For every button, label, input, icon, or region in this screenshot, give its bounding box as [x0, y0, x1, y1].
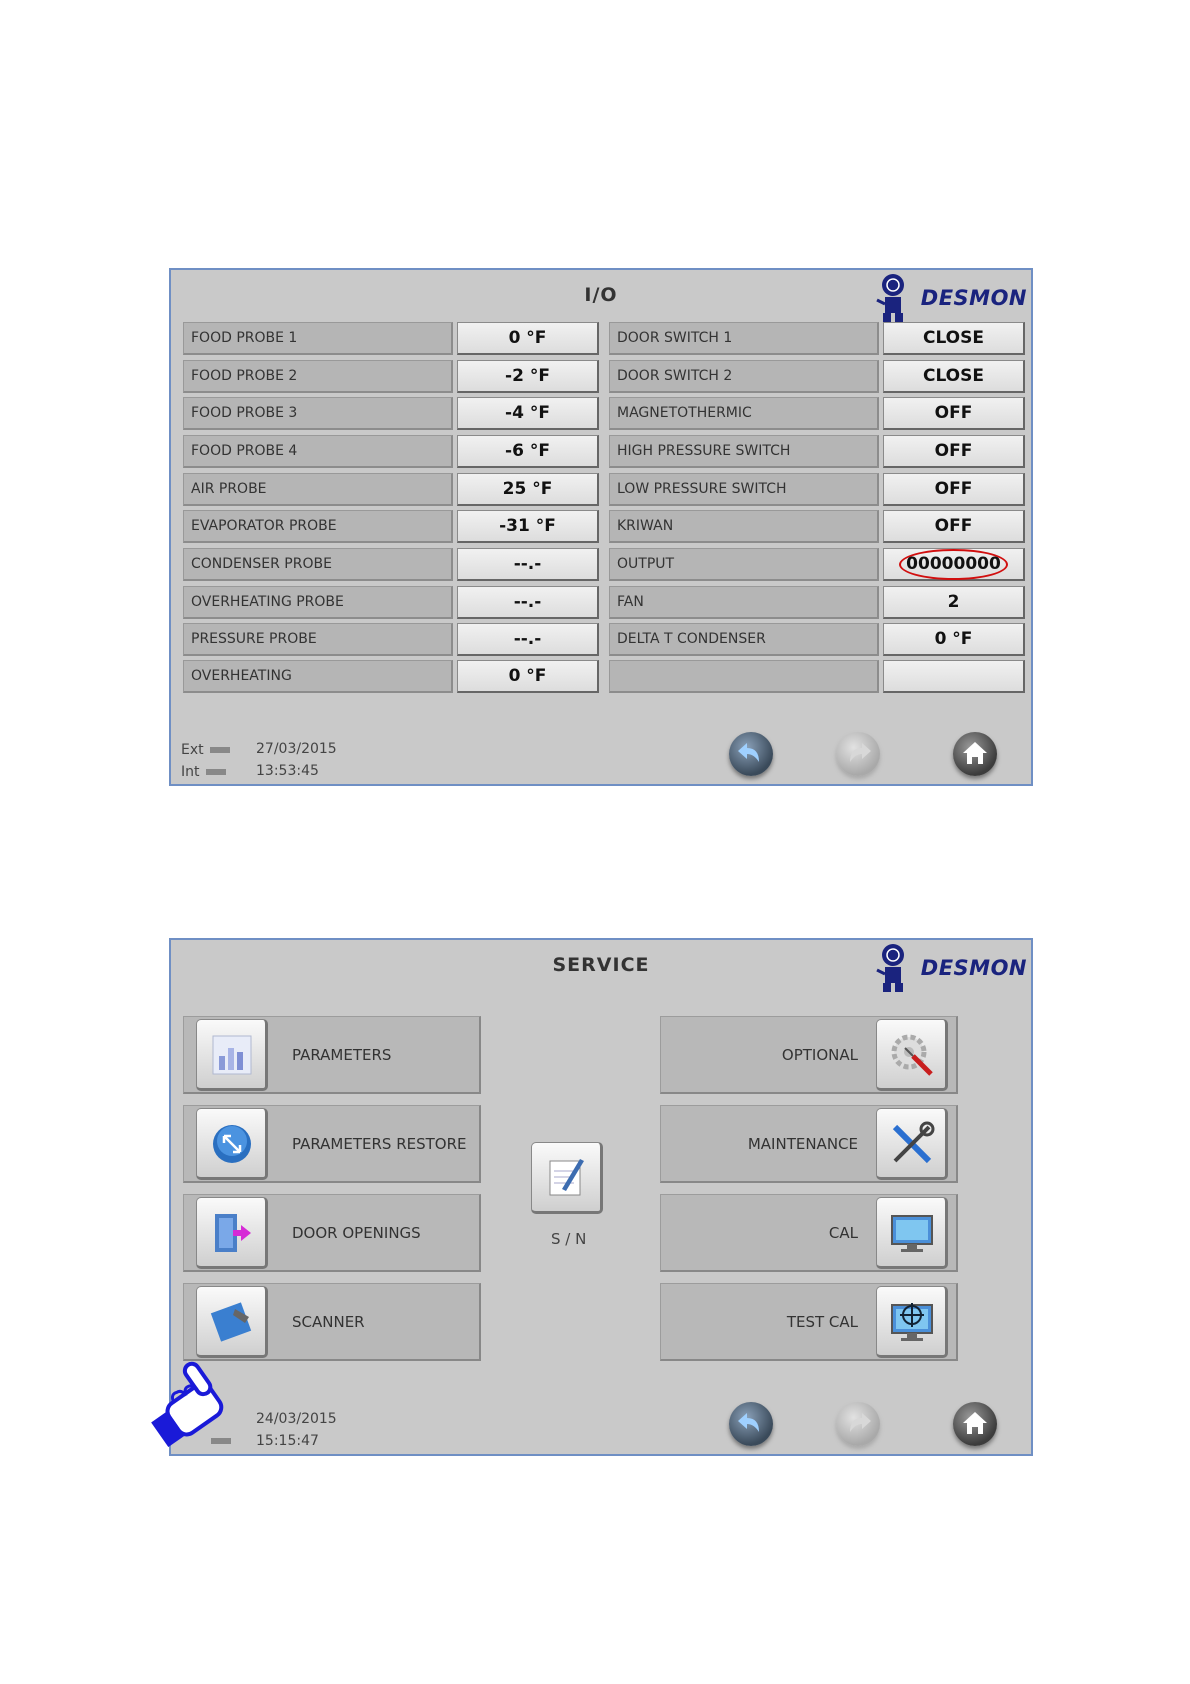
forward-button[interactable]	[836, 1402, 880, 1446]
left-label-7: CONDENSER PROBE	[183, 548, 453, 581]
left-label-6: EVAPORATOR PROBE	[183, 510, 453, 543]
right-value-5: OFF	[883, 473, 1025, 506]
io-title: I/O	[584, 284, 618, 306]
scanner-label: SCANNER	[292, 1313, 365, 1331]
sn-button[interactable]	[531, 1142, 603, 1214]
right-value-6: OFF	[883, 510, 1025, 543]
forward-arrow-icon	[836, 1402, 880, 1446]
chart-icon	[207, 1030, 257, 1080]
io-time: 13:53:45	[256, 763, 319, 779]
right-label-3: MAGNETOTHERMIC	[609, 397, 879, 430]
home-button[interactable]	[953, 1402, 997, 1446]
right-value-10	[883, 660, 1025, 693]
left-label-1: FOOD PROBE 1	[183, 322, 453, 355]
gear-screwdriver-icon	[887, 1030, 937, 1080]
right-value-8: 2	[883, 586, 1025, 619]
sn-label: S / N	[551, 1230, 587, 1248]
io-panel	[169, 268, 1033, 786]
notepad-icon	[542, 1153, 592, 1203]
ext-bar	[210, 747, 230, 753]
right-value-4: OFF	[883, 435, 1025, 468]
parameters-button[interactable]	[183, 1016, 481, 1094]
desmon-logo	[871, 942, 1027, 994]
left-label-10: OVERHEATING	[183, 660, 453, 693]
right-label-9: DELTA T CONDENSER	[609, 623, 879, 656]
logo-text: DESMON	[920, 286, 1027, 310]
left-value-10: 0 °F	[457, 660, 599, 693]
cal-label: CAL	[828, 1224, 858, 1242]
int-label: Int	[181, 764, 200, 780]
right-label-8: FAN	[609, 586, 879, 619]
maintenance-label: MAINTENANCE	[747, 1135, 858, 1153]
parameters-label: PARAMETERS	[292, 1046, 392, 1064]
optional-button[interactable]	[660, 1016, 958, 1094]
parameters-restore-label: PARAMETERS RESTORE	[292, 1135, 467, 1153]
ext-indicator	[181, 742, 230, 758]
left-value-1: 0 °F	[457, 322, 599, 355]
right-label-6: KRIWAN	[609, 510, 879, 543]
wrench-screwdriver-icon	[887, 1119, 937, 1169]
logo-text: DESMON	[920, 956, 1027, 980]
left-label-4: FOOD PROBE 4	[183, 435, 453, 468]
left-label-3: FOOD PROBE 3	[183, 397, 453, 430]
right-value-3: OFF	[883, 397, 1025, 430]
back-button[interactable]	[729, 732, 773, 776]
left-value-8: --.-	[457, 586, 599, 619]
door-openings-button[interactable]	[183, 1194, 481, 1272]
left-label-9: PRESSURE PROBE	[183, 623, 453, 656]
right-label-10	[609, 660, 879, 693]
test-cal-button[interactable]	[660, 1283, 958, 1361]
service-date: 24/03/2015	[256, 1411, 337, 1427]
door-icon	[207, 1208, 257, 1258]
back-arrow-icon	[729, 732, 773, 776]
mascot-icon	[871, 272, 915, 324]
right-label-5: LOW PRESSURE SWITCH	[609, 473, 879, 506]
desmon-logo	[871, 272, 1027, 324]
left-value-9: --.-	[457, 623, 599, 656]
back-arrow-icon	[729, 1402, 773, 1446]
left-value-6: -31 °F	[457, 510, 599, 543]
left-value-7: --.-	[457, 548, 599, 581]
restore-icon	[207, 1119, 257, 1169]
io-date: 27/03/2015	[256, 741, 337, 757]
right-label-7: OUTPUT	[609, 548, 879, 581]
left-label-5: AIR PROBE	[183, 473, 453, 506]
right-label-2: DOOR SWITCH 2	[609, 360, 879, 393]
right-label-4: HIGH PRESSURE SWITCH	[609, 435, 879, 468]
back-button[interactable]	[729, 1402, 773, 1446]
int-bar	[206, 769, 226, 775]
parameters-restore-button[interactable]	[183, 1105, 481, 1183]
output-value-highlight: 00000000	[899, 549, 1008, 580]
door-openings-label: DOOR OPENINGS	[292, 1224, 421, 1242]
left-value-5: 25 °F	[457, 473, 599, 506]
service-title: SERVICE	[552, 954, 650, 976]
right-label-1: DOOR SWITCH 1	[609, 322, 879, 355]
right-value-7	[883, 548, 1025, 581]
left-label-2: FOOD PROBE 2	[183, 360, 453, 393]
monitor-icon	[887, 1208, 937, 1258]
left-value-2: -2 °F	[457, 360, 599, 393]
left-label-8: OVERHEATING PROBE	[183, 586, 453, 619]
service-panel	[169, 938, 1033, 1456]
maintenance-button[interactable]	[660, 1105, 958, 1183]
ext-label: Ext	[181, 742, 204, 758]
home-icon	[953, 732, 997, 776]
right-value-2: CLOSE	[883, 360, 1025, 393]
forward-button[interactable]	[836, 732, 880, 776]
forward-arrow-icon	[836, 732, 880, 776]
left-value-4: -6 °F	[457, 435, 599, 468]
crosshair-monitor-icon	[887, 1297, 937, 1347]
optional-label: OPTIONAL	[781, 1046, 858, 1064]
service-time: 15:15:47	[256, 1433, 319, 1449]
right-value-9: 0 °F	[883, 623, 1025, 656]
cal-button[interactable]	[660, 1194, 958, 1272]
test-cal-label: TEST CAL	[786, 1313, 858, 1331]
int-indicator	[181, 764, 226, 780]
scanner-icon	[207, 1297, 257, 1347]
right-value-1: CLOSE	[883, 322, 1025, 355]
home-button[interactable]	[953, 732, 997, 776]
left-value-3: -4 °F	[457, 397, 599, 430]
home-icon	[953, 1402, 997, 1446]
mascot-icon	[871, 942, 915, 994]
pointing-hand-icon	[143, 1347, 253, 1447]
